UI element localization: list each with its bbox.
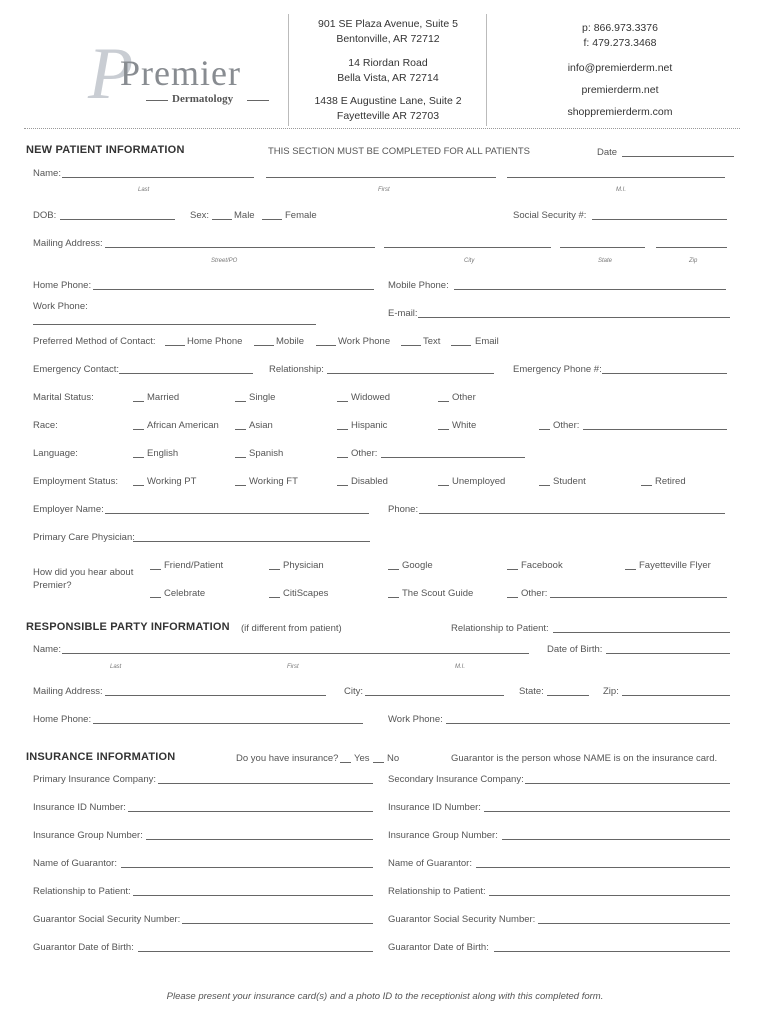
responsible-title: RESPONSIBLE PARTY INFORMATION [26,621,230,633]
marital-other-field[interactable] [438,401,449,402]
female-field[interactable] [262,219,282,220]
lang-other-field[interactable] [381,457,525,458]
female-label: Female [285,210,317,221]
secondary-group-label: Insurance Group Number: [388,830,498,841]
email-label: E-mail: [388,308,418,319]
date-field[interactable] [622,156,734,157]
pref-work-field[interactable] [316,345,336,346]
insurance-question: Do you have insurance? [236,753,339,764]
employment-label: Employment Status: [33,476,119,487]
english-label: English [147,448,179,459]
last-caption: Last [138,187,150,193]
pref-mobile-field[interactable] [254,345,274,346]
celebrate-label: Celebrate [164,588,206,599]
email-link[interactable]: info@premierderm.net [567,62,673,74]
secondary-insurance-field[interactable] [525,783,730,784]
primary-insurance-field[interactable] [158,783,373,784]
google-label: Google [402,560,433,571]
secondary-guarantor-relationship-field[interactable] [489,895,730,896]
emergency-contact-label: Emergency Contact: [33,364,120,375]
mobile-phone-label: Mobile Phone: [388,280,449,291]
disabled-label: Disabled [351,476,388,487]
employer-phone-label: Phone: [388,504,419,515]
address-1-line-1: 901 SE Plaza Avenue, Suite 5 [318,18,458,30]
mi-field[interactable] [507,177,725,178]
secondary-guarantor-field[interactable] [476,867,730,868]
secondary-guarantor-ssn-field[interactable] [538,923,730,924]
responsible-home-phone-label: Home Phone: [33,714,92,725]
home-phone-field[interactable] [93,289,374,290]
race-other-check[interactable] [539,429,550,430]
street-field[interactable] [105,247,375,248]
lang-other-check[interactable] [337,457,348,458]
preferred-contact-label: Preferred Method of Contact: [33,336,156,347]
insurance-yes-field[interactable] [340,762,351,763]
footer-note: Please present your insurance card(s) and a photo ID to the receptionist along with this completed form. [166,991,604,1002]
secondary-guarantor-dob-label: Guarantor Date of Birth: [388,942,489,953]
english-field[interactable] [133,457,144,458]
responsible-relationship-label: Relationship to Patient: [451,623,549,634]
pref-text-label: Text [423,336,441,347]
secondary-id-field[interactable] [484,811,730,812]
dob-label: DOB: [33,210,57,221]
website-link[interactable]: premierderm.net [581,84,659,96]
responsible-zip-label: Zip: [603,686,619,697]
secondary-insurance-label: Secondary Insurance Company: [388,774,524,785]
asian-field[interactable] [235,429,246,430]
primary-id-label: Insurance ID Number: [33,802,126,813]
pcp-label: Primary Care Physician: [33,532,135,543]
hispanic-field[interactable] [337,429,348,430]
street-caption: Street/PO [211,258,238,264]
citiscapes-field[interactable] [269,597,280,598]
address-3-line-1: 1438 E Augustine Lane, Suite 2 [314,95,462,107]
responsible-name-field[interactable] [62,653,529,654]
unemployed-field[interactable] [438,485,449,486]
hispanic-label: Hispanic [351,420,388,431]
secondary-guarantor-dob-field[interactable] [494,951,730,952]
city-caption: City [464,258,475,264]
logo-main-text: Premier [120,53,241,93]
responsible-name-label: Name: [33,644,61,655]
dob-field[interactable] [60,219,175,220]
insurance-title: INSURANCE INFORMATION [26,751,176,763]
phone-number: p: 866.973.3376 [582,22,658,34]
secondary-id-label: Insurance ID Number: [388,802,481,813]
single-field[interactable] [235,401,246,402]
hear-question-line-1: How did you hear about [33,567,134,578]
marital-label: Marital Status: [33,392,94,403]
asian-label: Asian [249,420,273,431]
zip-caption: Zip [689,258,698,264]
responsible-dob-label: Date of Birth: [547,644,603,655]
facebook-label: Facebook [521,560,563,571]
celebrate-field[interactable] [150,597,161,598]
emergency-phone-field[interactable] [602,373,727,374]
physician-field[interactable] [269,569,280,570]
scout-guide-field[interactable] [388,597,399,598]
first-name-field[interactable] [266,177,496,178]
home-phone-label: Home Phone: [33,280,92,291]
primary-guarantor-field[interactable] [121,867,373,868]
hear-other-check[interactable] [507,597,518,598]
responsible-note: (if different from patient) [241,623,342,634]
african-american-label: African American [147,420,219,431]
email-field[interactable] [418,317,730,318]
primary-guarantor-dob-field[interactable] [138,951,373,952]
responsible-city-field[interactable] [365,695,504,696]
last-name-field[interactable] [62,177,254,178]
hear-other-label: Other: [521,588,548,599]
male-label: Male [234,210,255,221]
insurance-no-label: No [387,753,400,764]
work-phone-field[interactable] [33,324,316,325]
responsible-state-field[interactable] [547,695,589,696]
race-other-field[interactable] [583,429,727,430]
relationship-label: Relationship: [269,364,324,375]
address-2-line-1: 14 Riordan Road [348,57,428,69]
fax-number: f: 479.273.3468 [583,37,657,49]
working-pt-label: Working PT [147,476,197,487]
single-label: Single [249,392,276,403]
responsible-mailing-field[interactable] [105,695,326,696]
relationship-field[interactable] [327,373,494,374]
flyer-field[interactable] [625,569,636,570]
pref-home-label: Home Phone [187,336,243,347]
race-other-label: Other: [553,420,580,431]
secondary-guarantor-label: Name of Guarantor: [388,858,472,869]
working-ft-field[interactable] [235,485,246,486]
physician-label: Physician [283,560,324,571]
emergency-phone-label: Emergency Phone #: [513,364,602,375]
ssn-field[interactable] [592,219,727,220]
language-label: Language: [33,448,78,459]
first-caption: First [378,187,390,193]
responsible-work-phone-label: Work Phone: [388,714,443,725]
widowed-field[interactable] [337,401,348,402]
secondary-group-field[interactable] [502,839,730,840]
primary-guarantor-dob-label: Guarantor Date of Birth: [33,942,134,953]
pref-email-label: Email [475,336,499,347]
date-label: Date [597,147,618,158]
spanish-field[interactable] [235,457,246,458]
hear-question-line-2: Premier? [33,580,72,591]
responsible-last-caption: Last [110,664,122,670]
emergency-contact-field[interactable] [119,373,253,374]
shop-link[interactable]: shoppremierderm.com [567,106,673,118]
state-caption: State [598,258,613,264]
pref-work-label: Work Phone [338,336,391,347]
new-patient-title: NEW PATIENT INFORMATION [26,144,185,156]
svg-text:P: P [88,34,134,114]
male-field[interactable] [212,219,232,220]
responsible-zip-field[interactable] [622,695,730,696]
zip-field[interactable] [656,247,727,248]
primary-guarantor-relationship-label: Relationship to Patient: [33,886,131,897]
primary-guarantor-label: Name of Guarantor: [33,858,117,869]
responsible-work-phone-field[interactable] [446,723,730,724]
flyer-label: Fayetteville Flyer [639,560,711,571]
city-field[interactable] [384,247,551,248]
responsible-state-label: State: [519,686,544,697]
married-label: Married [147,392,180,403]
friend-field[interactable] [150,569,161,570]
working-ft-label: Working FT [249,476,298,487]
name-label: Name: [33,168,61,179]
work-phone-label: Work Phone: [33,301,88,312]
address-2-line-2: Bella Vista, AR 72714 [337,72,439,84]
mobile-phone-field[interactable] [454,289,726,290]
scout-guide-label: The Scout Guide [402,588,474,599]
primary-insurance-label: Primary Insurance Company: [33,774,157,785]
disabled-field[interactable] [337,485,348,486]
guarantor-note: Guarantor is the person whose NAME is on the insurance card. [451,753,718,764]
friend-label: Friend/Patient [164,560,224,571]
widowed-label: Widowed [351,392,391,403]
new-patient-notice: THIS SECTION MUST BE COMPLETED FOR ALL PATIENTS [268,146,530,157]
african-american-field[interactable] [133,429,144,430]
primary-group-label: Insurance Group Number: [33,830,143,841]
lang-other-label: Other: [351,448,378,459]
mi-caption: M.I. [616,187,626,193]
responsible-home-phone-field[interactable] [93,723,363,724]
ssn-label: Social Security #: [513,210,587,221]
marital-other-label: Other [452,392,476,403]
primary-guarantor-relationship-field[interactable] [133,895,373,896]
mailing-label: Mailing Address: [33,238,103,249]
pref-home-field[interactable] [165,345,185,346]
state-field[interactable] [560,247,645,248]
insurance-yes-label: Yes [354,753,370,764]
facebook-field[interactable] [507,569,518,570]
sex-label: Sex: [190,210,210,221]
address-1-line-2: Bentonville, AR 72712 [336,33,440,45]
citiscapes-label: CitiScapes [283,588,329,599]
pref-text-field[interactable] [401,345,421,346]
married-field[interactable] [133,401,144,402]
white-label: White [452,420,477,431]
pref-email-field[interactable] [451,345,471,346]
google-field[interactable] [388,569,399,570]
employer-phone-field[interactable] [419,513,725,514]
working-pt-field[interactable] [133,485,144,486]
secondary-guarantor-ssn-label: Guarantor Social Security Number: [388,914,536,925]
retired-label: Retired [655,476,686,487]
primary-guarantor-ssn-label: Guarantor Social Security Number: [33,914,181,925]
retired-field[interactable] [641,485,652,486]
logo-sub-text: Dermatology [172,93,234,105]
responsible-dob-field[interactable] [606,653,730,654]
white-field[interactable] [438,429,449,430]
employer-field[interactable] [105,513,369,514]
pref-mobile-label: Mobile [276,336,304,347]
insurance-no-field[interactable] [373,762,384,763]
unemployed-label: Unemployed [452,476,506,487]
primary-id-field[interactable] [128,811,373,812]
responsible-first-caption: First [287,664,299,670]
primary-guarantor-ssn-field[interactable] [182,923,373,924]
hear-other-field[interactable] [550,597,727,598]
pcp-field[interactable] [133,541,370,542]
primary-group-field[interactable] [146,839,373,840]
responsible-relationship-field[interactable] [553,632,730,633]
spanish-label: Spanish [249,448,284,459]
responsible-mi-caption: M.I. [455,664,465,670]
student-label: Student [553,476,586,487]
responsible-mailing-label: Mailing Address: [33,686,103,697]
student-field[interactable] [539,485,550,486]
responsible-city-label: City: [344,686,363,697]
race-label: Race: [33,420,58,431]
employer-label: Employer Name: [33,504,104,515]
secondary-guarantor-relationship-label: Relationship to Patient: [388,886,486,897]
address-3-line-2: Fayetteville AR 72703 [336,110,440,122]
